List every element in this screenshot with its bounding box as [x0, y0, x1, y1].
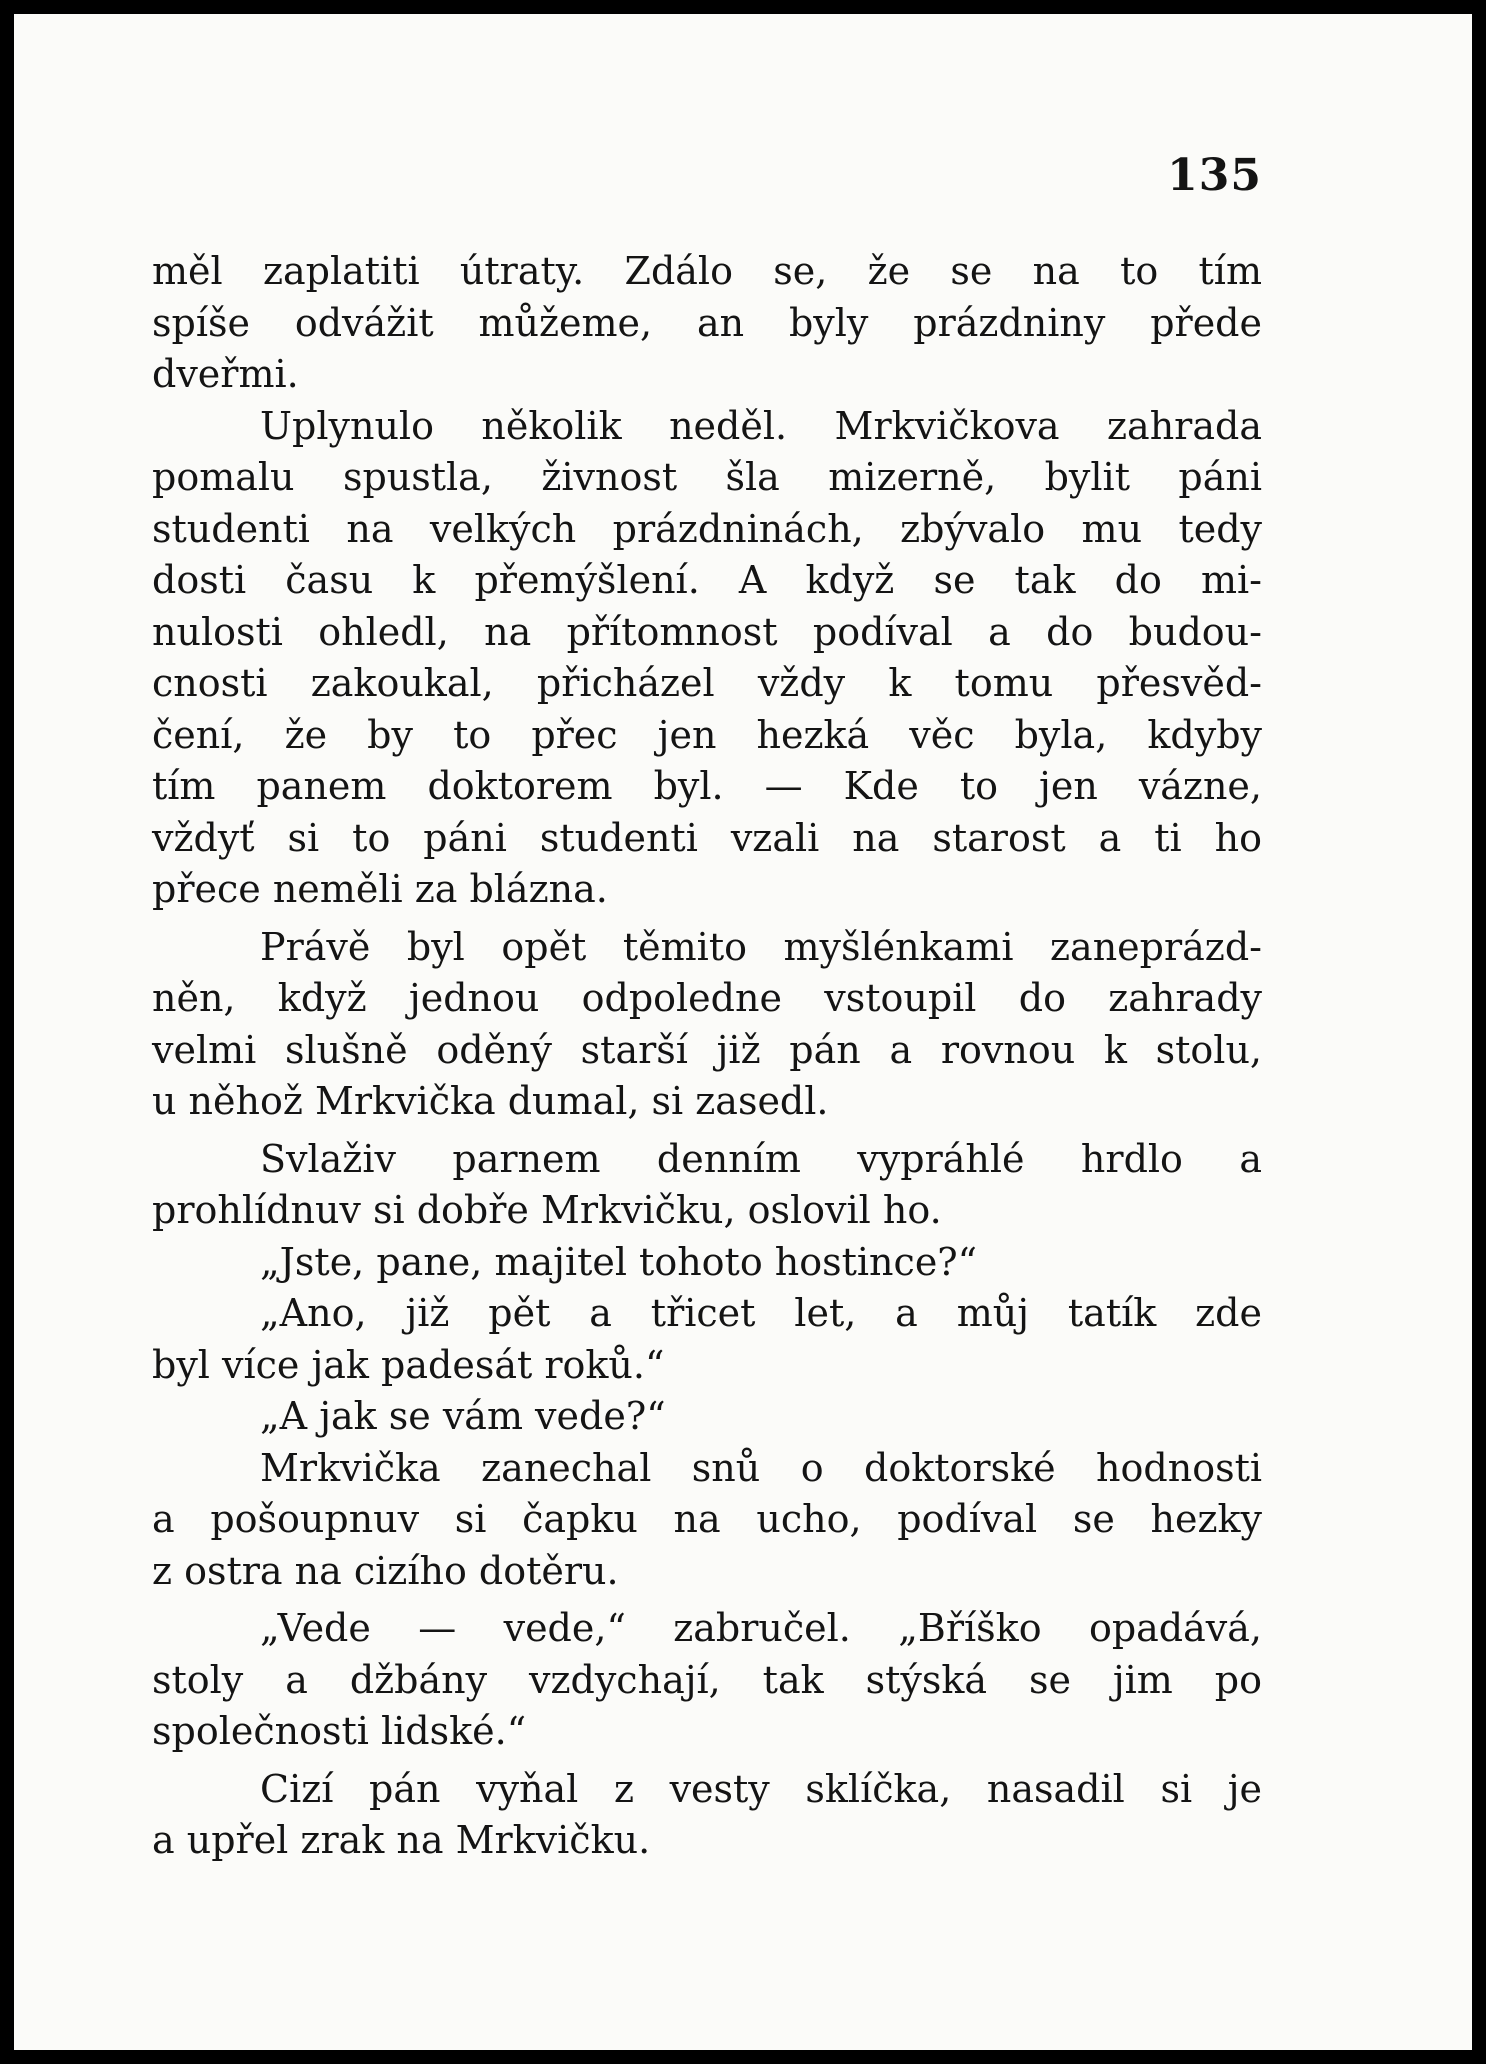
text-line: přece neměli za blázna. [152, 867, 608, 911]
page-number: 135 [1167, 150, 1262, 201]
paragraph [152, 401, 1262, 916]
text-line: spíše odvážit můžeme, an byly prázdniny přede [152, 300, 1262, 345]
text-line: „A jak se vám vede?“ [260, 1394, 666, 1438]
body-text [152, 246, 1262, 1867]
text-line: tím panem doktorem byl. — Kde to jen vázne, [152, 764, 1262, 808]
text-line: Svlaživ parnem denním vypráhlé hrdlo a [260, 1136, 1262, 1181]
text-line: cnosti zakoukal, přicházel vždy k tomu přesvěd- [152, 661, 1262, 705]
paragraph [152, 1288, 1262, 1391]
text-line: něn, když jednou odpoledne vstoupil do zahrady [152, 976, 1262, 1020]
paragraph [152, 1391, 1262, 1443]
paragraph [152, 922, 1262, 1128]
text-line: měl zaplatiti útraty. Zdálo se, že se na to tím [152, 249, 1262, 293]
text-line: „Ano, již pět a třicet let, a můj tatík zde [260, 1291, 1262, 1335]
text-line: nulosti ohledl, na přítomnost podíval a do budou- [152, 609, 1262, 654]
text-line: studenti na velkých prázdninách, zbývalo mu tedy [152, 506, 1262, 551]
text-line: byl více jak padesát roků.“ [152, 1342, 665, 1387]
text-line: vždyť si to páni studenti vzali na starost a ti ho [152, 815, 1262, 860]
text-line: Právě byl opět těmito myšlénkami zaneprázd- [260, 924, 1262, 969]
paragraph [152, 1603, 1262, 1758]
text-line: Uplynulo několik neděl. Mrkvičkova zahrada [260, 403, 1262, 448]
text-line: dosti času k přemýšlení. A když se tak do mi- [152, 558, 1262, 602]
paragraph [152, 1134, 1262, 1237]
paragraph [152, 1764, 1262, 1867]
text-line: dveřmi. [152, 352, 299, 396]
text-line: „Jste, pane, majitel tohoto hostince?“ [260, 1239, 978, 1284]
text-line: společnosti lidské.“ [152, 1709, 527, 1753]
text-line: u něhož Mrkvička dumal, si zasedl. [152, 1079, 829, 1123]
text-line: Mrkvička zanechal snů o doktorské hodnosti [260, 1445, 1262, 1490]
paragraph [152, 1237, 1262, 1289]
text-line: pomalu spustla, živnost šla mizerně, bylit páni [152, 455, 1262, 499]
text-line: a upřel zrak na Mrkvičku. [152, 1818, 651, 1862]
text-line: čení, že by to přec jen hezká věc byla, kdyby [152, 712, 1262, 757]
text-line: z ostra na cizího dotěru. [152, 1548, 619, 1593]
text-line: „Vede — vede,“ zabručel. „Bříško opadává, [260, 1606, 1262, 1650]
paragraph [152, 246, 1262, 401]
paragraph [152, 1443, 1262, 1598]
text-line: prohlídnuv si dobře Mrkvičku, oslovil ho. [152, 1188, 942, 1232]
text-line: velmi slušně oděný starší již pán a rovnou k stolu, [152, 1027, 1262, 1072]
text-line: Cizí pán vyňal z vesty sklíčka, nasadil si je [260, 1766, 1262, 1811]
book-page [14, 14, 1472, 2050]
text-line: stoly a džbány vzdychají, tak stýská se jim po [152, 1657, 1262, 1702]
text-line: a pošoupnuv si čapku na ucho, podíval se hezky [152, 1497, 1262, 1541]
